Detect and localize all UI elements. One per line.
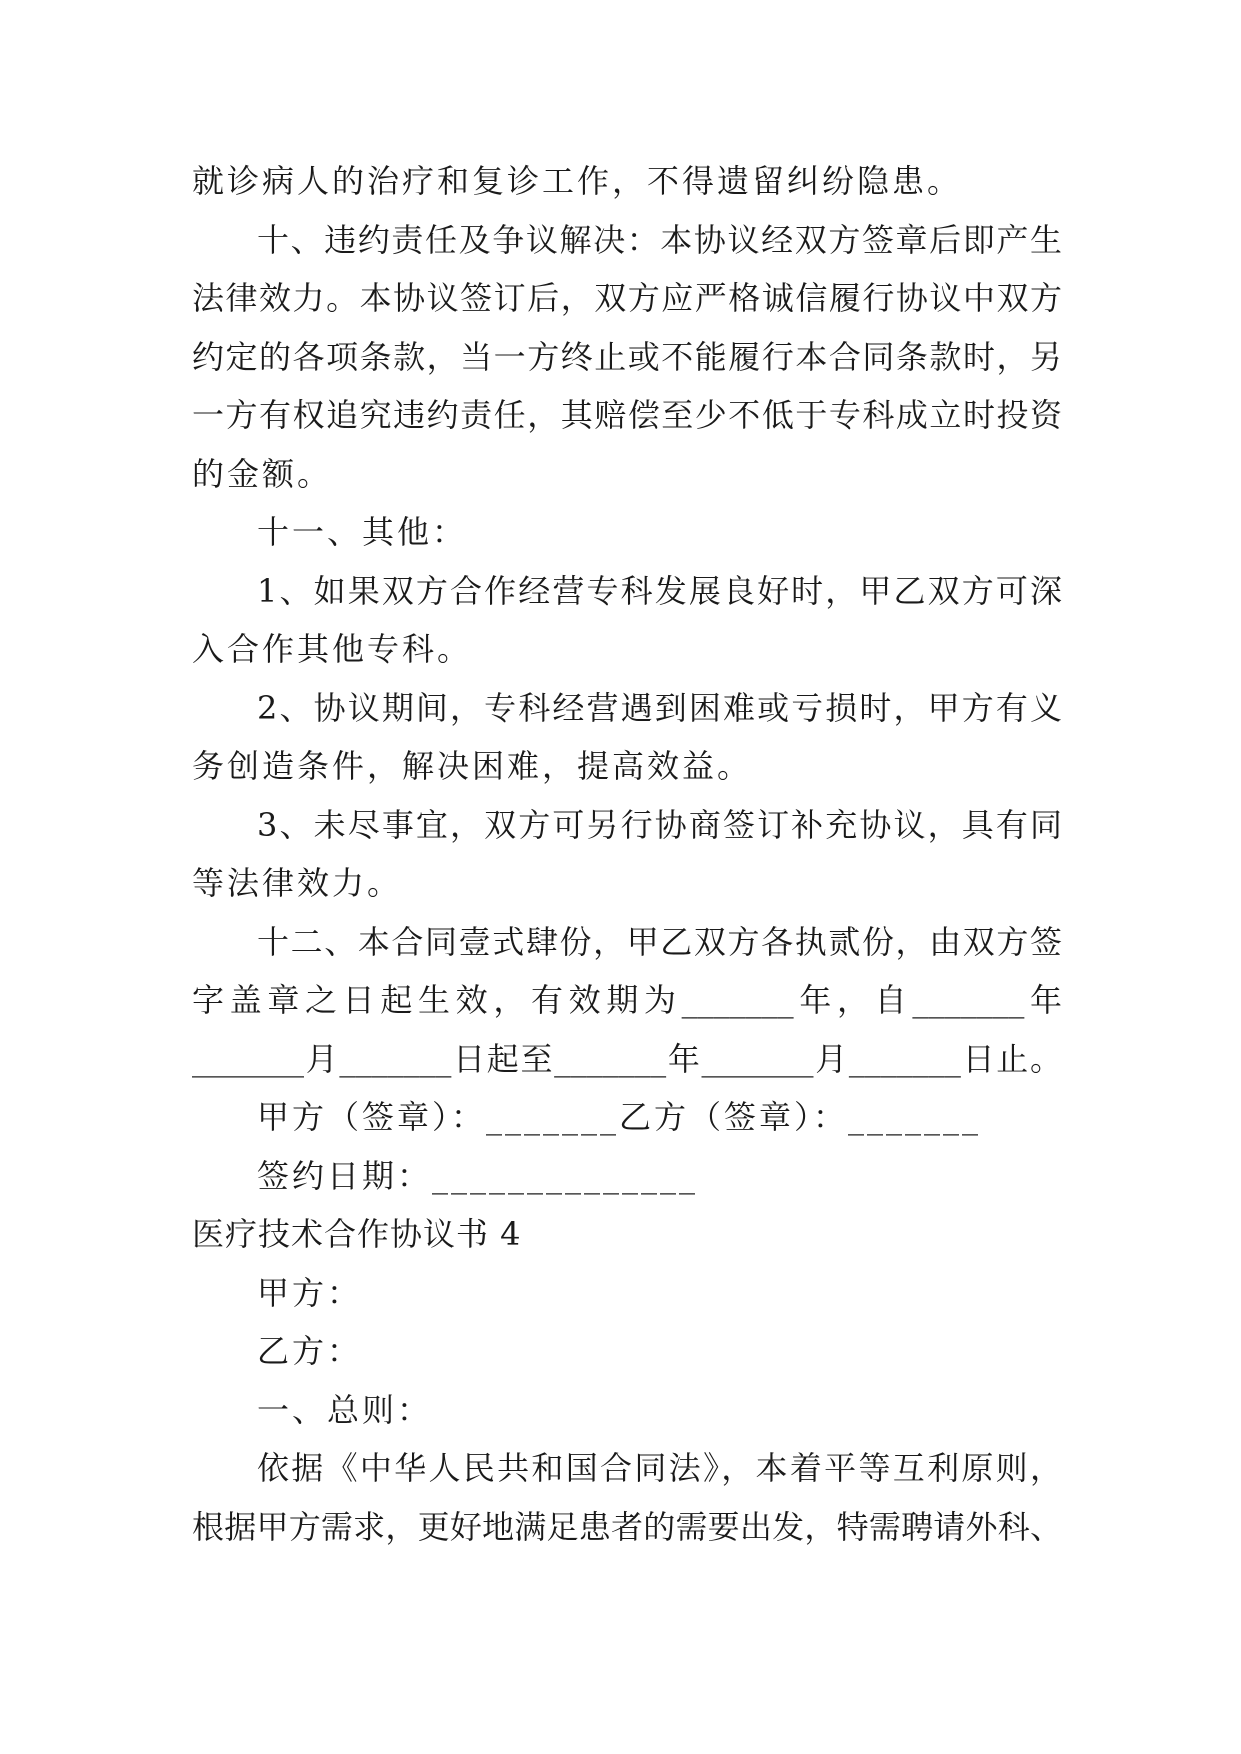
paragraph-line: 的金额。 [192, 454, 333, 493]
document-section-title: 医疗技术合作协议书 4 [192, 1215, 522, 1253]
paragraph-line: 一方有权追究违约责任，其赔偿至少不低于专科成立时投资 [192, 396, 1062, 434]
paragraph-line: 乙方： [257, 1332, 363, 1370]
paragraph-line: 甲方（签章）：_______乙方（签章）：_______ [257, 1098, 982, 1136]
paragraph-line: 等法律效力。 [192, 864, 403, 902]
paragraph-line: 字盖章之日起生效，有效期为_______年，自_______年 [192, 981, 1062, 1019]
paragraph-line: _______月_______日起至_______年_______月_______日止。 [192, 1039, 1062, 1078]
document-page [192, 152, 1062, 1556]
paragraph-line: 就诊病人的治疗和复诊工作，不得遗留纠纷隐患。 [192, 162, 963, 200]
paragraph-line: 一、总则： [257, 1390, 433, 1429]
paragraph-line: 务创造条件，解决困难，提高效益。 [192, 747, 753, 785]
paragraph-line: 依据《中华人民共和国合同法》，本着平等互利原则， [257, 1449, 1062, 1487]
paragraph-line: 签约日期：______________ [257, 1156, 699, 1195]
paragraph-line: 2、协议期间，专科经营遇到困难或亏损时，甲方有义 [257, 688, 1062, 727]
paragraph-line: 约定的各项条款，当一方终止或不能履行本合同条款时，另 [192, 337, 1062, 376]
paragraph-line: 1、如果双方合作经营专科发展良好时，甲乙双方可深 [257, 571, 1062, 610]
paragraph-line: 甲方： [257, 1273, 363, 1312]
paragraph-line: 十、违约责任及争议解决：本协议经双方签章后即产生 [257, 220, 1062, 259]
paragraph-line: 3、未尽事宜，双方可另行协商签订补充协议，具有同 [257, 805, 1062, 844]
paragraph-line: 入合作其他专科。 [192, 630, 473, 668]
paragraph-line: 法律效力。本协议签订后，双方应严格诚信履行协议中双方 [192, 279, 1062, 317]
paragraph-line: 十一、其他： [257, 513, 468, 551]
paragraph-line: 根据甲方需求，更好地满足患者的需要出发，特需聘请外科、 [192, 1507, 1062, 1546]
paragraph-line: 十二、本合同壹式肆份，甲乙双方各执贰份，由双方签 [257, 922, 1062, 961]
